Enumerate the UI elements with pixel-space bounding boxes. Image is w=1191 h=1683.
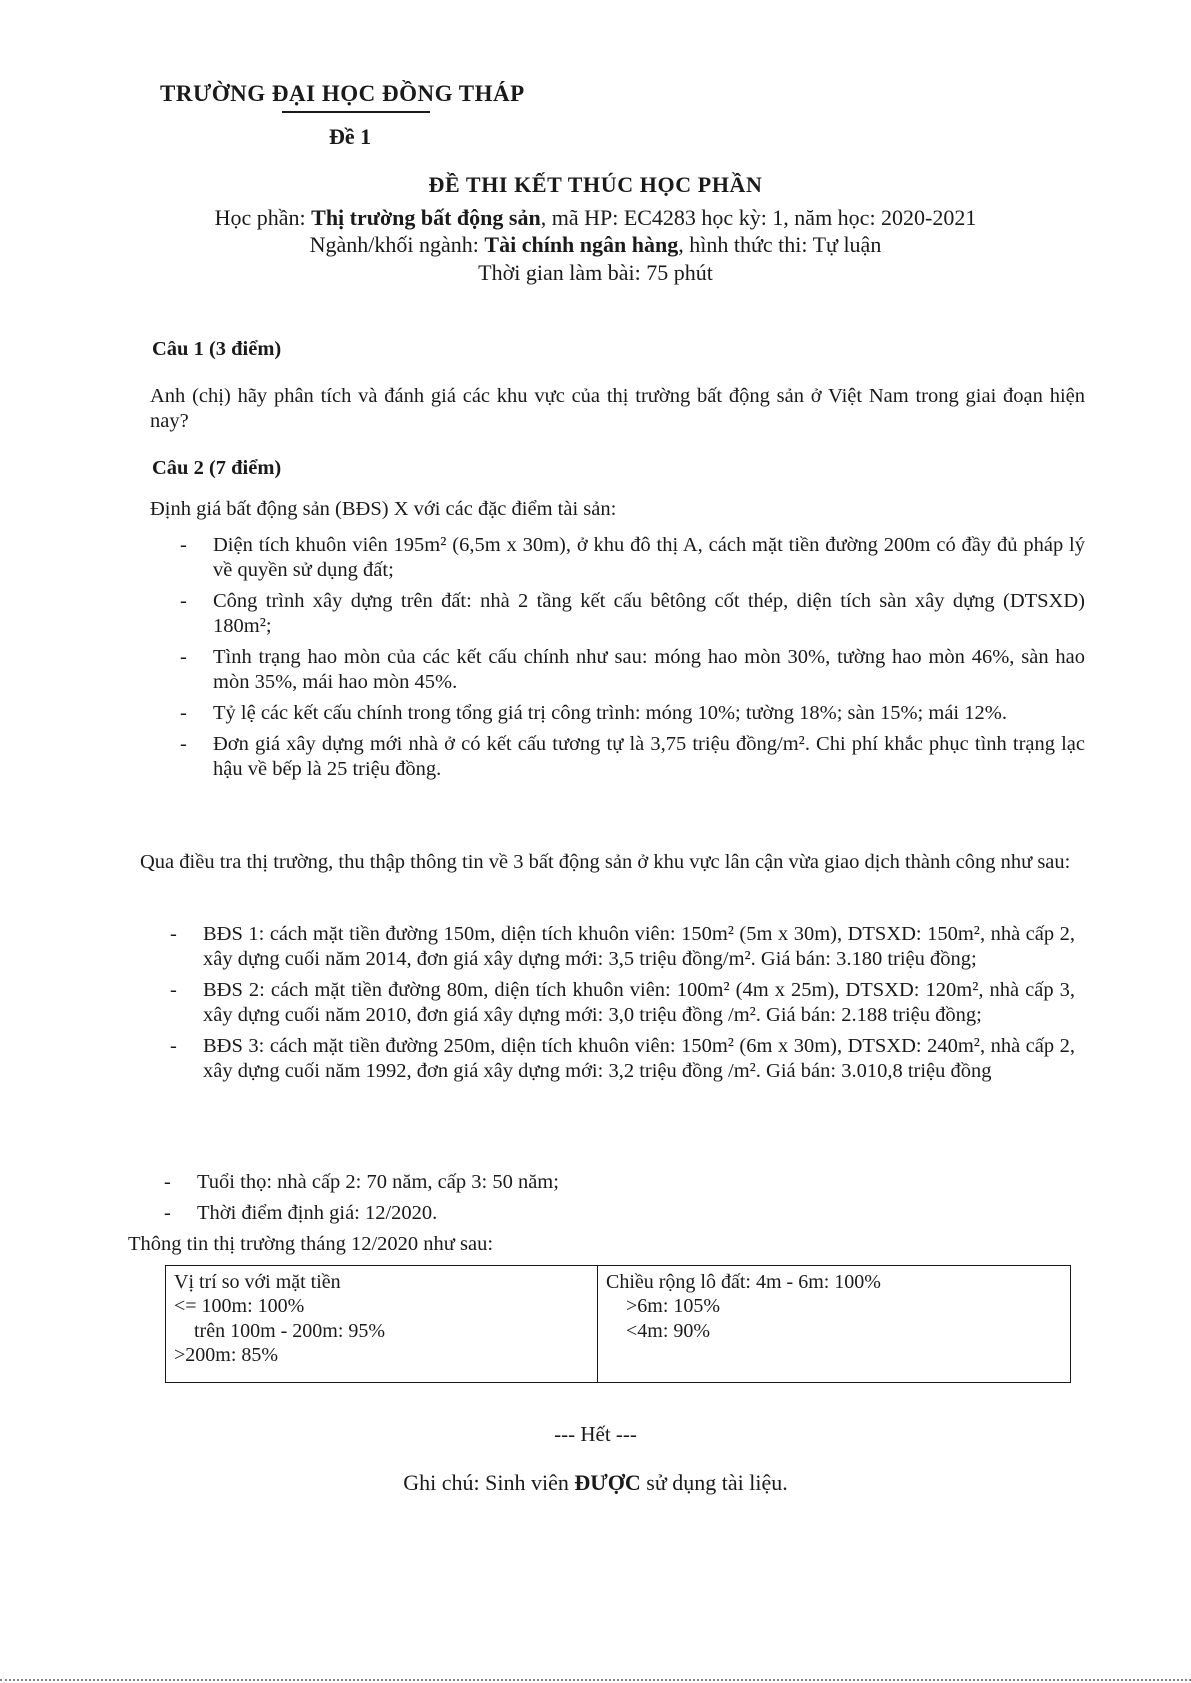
list-item: - BĐS 1: cách mặt tiền đường 150m, diện tích khuôn viên: 150m² (5m x 30m), DTSXD: 150m², nhà cấp 2, xây dựng cuối năm 2014, đơn giá xây dựng mới: 3,5 triệu đồng/m². Giá bán: 3.180 triệu đồng; bbox=[170, 922, 1075, 972]
major-suffix: , hình thức thi: Tự luận bbox=[678, 232, 882, 257]
width-row: >6m: 105% bbox=[626, 1295, 721, 1318]
width-factor-cell bbox=[598, 1266, 1071, 1383]
school-underline bbox=[282, 111, 430, 113]
page-bottom-rule bbox=[0, 1679, 1191, 1683]
major-line bbox=[0, 232, 1191, 259]
list-item: - BĐS 3: cách mặt tiền đường 250m, diện tích khuôn viên: 150m² (6m x 30m), DTSXD: 240m², nhà cấp 2, xây dựng cuối năm 1992, đơn giá xây dựng mới: 3,2 triệu đồng /m². Giá bán: 3.010,8 triệu đồng bbox=[170, 1034, 1075, 1084]
course-suffix: , mã HP: EC4283 học kỳ: 1, năm học: 2020-2021 bbox=[540, 205, 977, 230]
note-prefix: Ghi chú: Sinh viên bbox=[403, 1470, 575, 1495]
list-item: - Diện tích khuôn viên 195m² (6,5m x 30m), ở khu đô thị A, cách mặt tiền đường 200m có đầy đủ pháp lý về quyền sử dụng đất; bbox=[180, 533, 1085, 583]
exam-number: Đề 1 bbox=[329, 124, 372, 149]
school-name: TRƯỜNG ĐẠI HỌC ĐỒNG THÁP bbox=[160, 81, 525, 106]
market-info-intro: Thông tin thị trường tháng 12/2020 như sau: bbox=[128, 1233, 494, 1255]
note-emphasis: ĐƯỢC bbox=[574, 1470, 641, 1495]
list-item: - Thời điểm định giá: 12/2020. bbox=[164, 1201, 1069, 1226]
location-row: trên 100m - 200m: 95% bbox=[194, 1319, 386, 1342]
width-heading: Chiều rộng lô đất: 4m - 6m: 100% bbox=[606, 1271, 881, 1293]
major-prefix: Ngành/khối ngành: bbox=[309, 232, 485, 257]
market-info-table bbox=[165, 1265, 1071, 1383]
course-name: Thị trường bất động sản bbox=[311, 205, 541, 230]
location-heading: Vị trí so với mặt tiền bbox=[174, 1271, 341, 1293]
list-item: - Công trình xây dựng trên đất: nhà 2 tầng kết cấu bêtông cốt thép, diện tích sàn xây dựng (DTSXD) 180m²; bbox=[180, 589, 1085, 639]
survey-intro: Qua điều tra thị trường, thu thập thông tin về 3 bất động sản ở khu vực lân cận vừa giao dịch thành công như sau: bbox=[140, 851, 1071, 873]
extra-info-list bbox=[164, 1170, 1069, 1232]
property-features-list bbox=[180, 533, 1085, 788]
footer-note bbox=[0, 1470, 1191, 1497]
comparables-list bbox=[170, 922, 1075, 1090]
list-item: - Tình trạng hao mòn của các kết cấu chính như sau: móng hao mòn 30%, tường hao mòn 46%, sàn hao mòn 35%, mái hao mòn 45%. bbox=[180, 645, 1085, 695]
major-name: Tài chính ngân hàng bbox=[484, 232, 679, 257]
exam-title: ĐỀ THI KẾT THÚC HỌC PHẦN bbox=[428, 172, 763, 197]
question-2-intro: Định giá bất động sản (BĐS) X với các đặc điểm tài sản: bbox=[150, 498, 617, 520]
list-item: - Tuổi thọ: nhà cấp 2: 70 năm, cấp 3: 50 năm; bbox=[164, 1170, 1069, 1195]
list-item: - BĐS 2: cách mặt tiền đường 80m, diện tích khuôn viên: 100m² (4m x 25m), DTSXD: 120m², nhà cấp 3, xây dựng cuối năm 2010, đơn giá xây dựng mới: 3,0 triệu đồng /m². Giá bán: 2.188 triệu đồng; bbox=[170, 978, 1075, 1028]
course-line bbox=[0, 205, 1191, 232]
width-row: <4m: 90% bbox=[626, 1319, 711, 1342]
location-row: >200m: 85% bbox=[174, 1344, 279, 1367]
duration-line: Thời gian làm bài: 75 phút bbox=[478, 260, 713, 285]
question-2-title: Câu 2 (7 điểm) bbox=[152, 457, 282, 479]
end-marker: --- Hết --- bbox=[554, 1422, 637, 1446]
list-item: - Tỷ lệ các kết cấu chính trong tổng giá trị công trình: móng 10%; tường 18%; sàn 15%; mái 12%. bbox=[180, 701, 1085, 726]
location-factor-cell bbox=[166, 1266, 598, 1383]
list-item: - Đơn giá xây dựng mới nhà ở có kết cấu tương tự là 3,75 triệu đồng/m². Chi phí khắc phục tình trạng lạc hậu về bếp là 25 triệu đồng. bbox=[180, 732, 1085, 782]
question-1-title: Câu 1 (3 điểm) bbox=[152, 338, 282, 360]
location-row: <= 100m: 100% bbox=[174, 1295, 305, 1318]
note-suffix: sử dụng tài liệu. bbox=[640, 1470, 788, 1495]
course-prefix: Học phần: bbox=[214, 205, 312, 230]
question-1-text: Anh (chị) hãy phân tích và đánh giá các khu vực của thị trường bất động sản ở Việt Nam trong giai đoạn hiện nay? bbox=[150, 385, 1085, 432]
